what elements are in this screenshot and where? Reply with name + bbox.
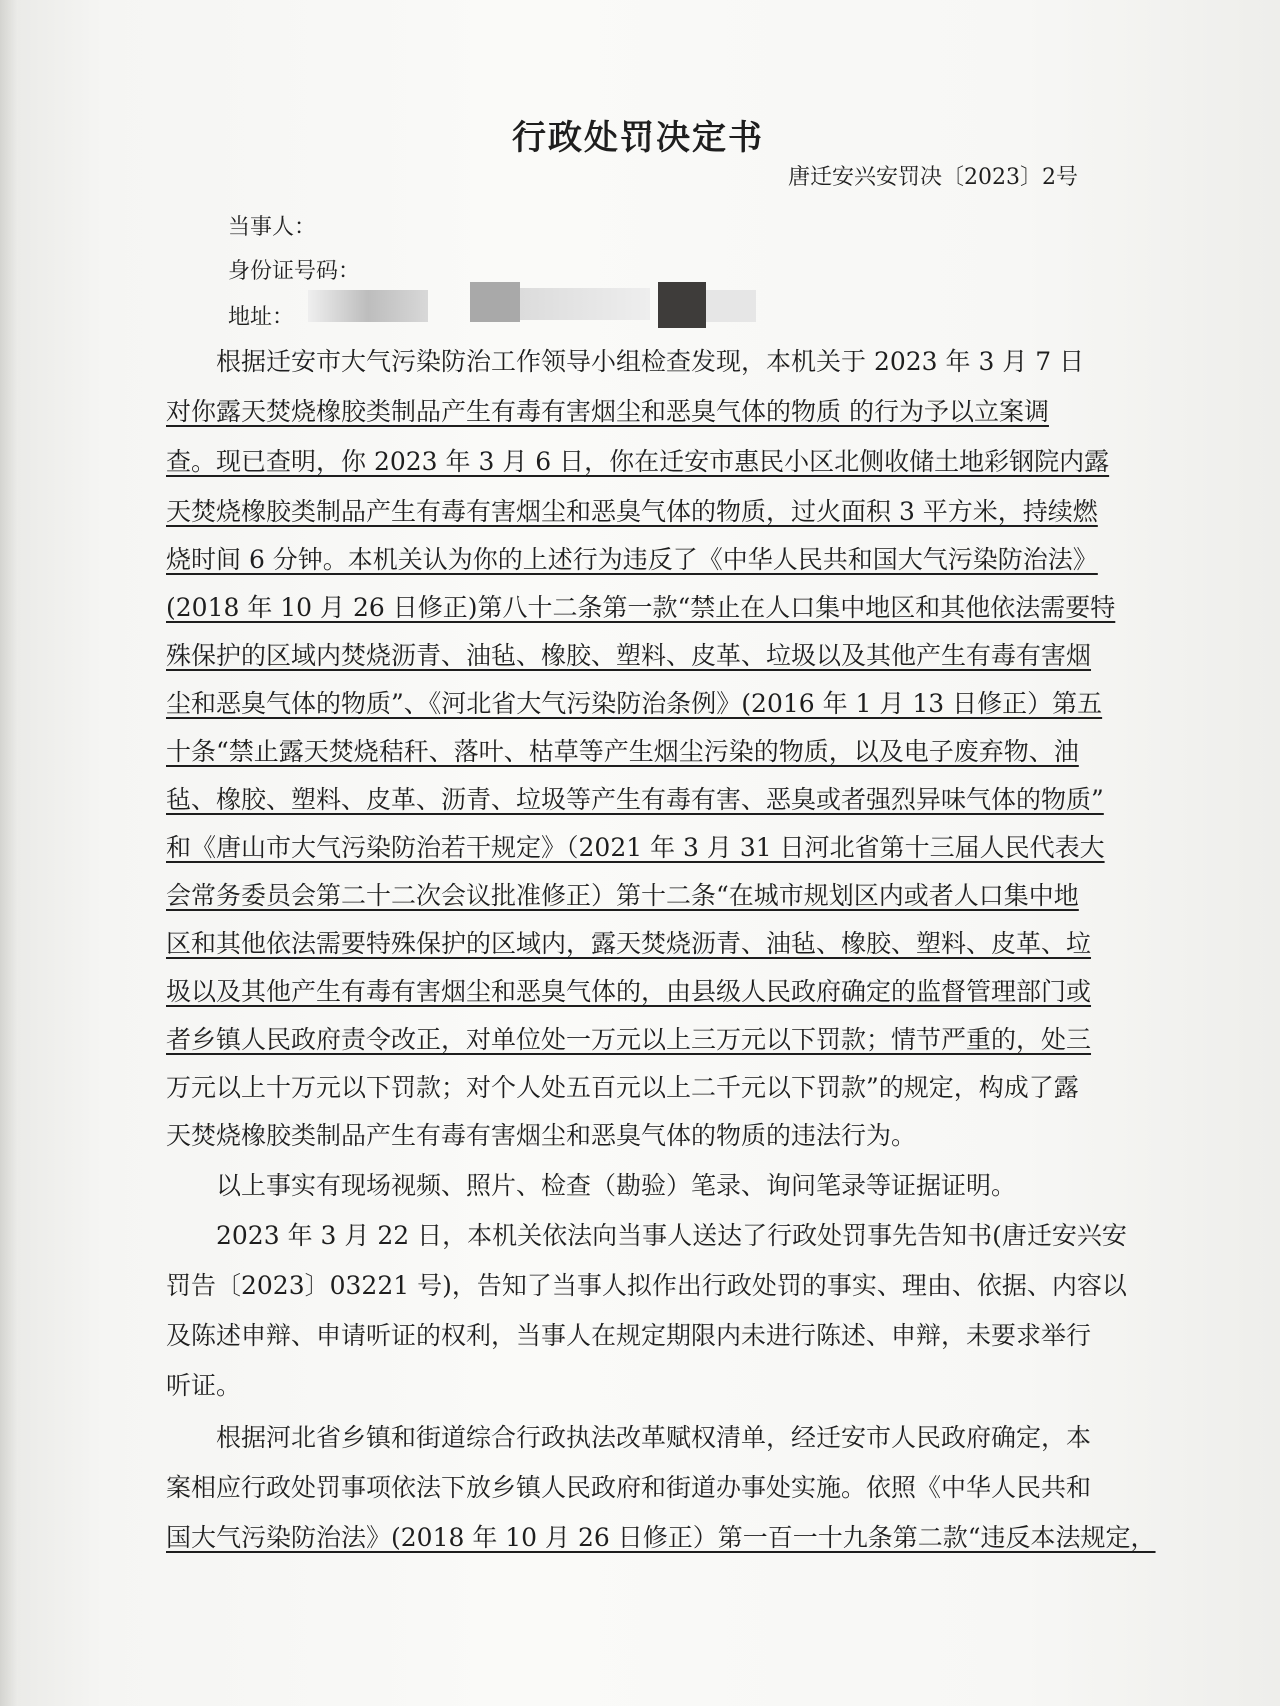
body-line: 烧时间 6 分钟。本机关认为你的上述行为违反了《中华人民共和国大气污染防治法》 (166, 545, 1098, 574)
redaction-blur (520, 288, 650, 320)
id-number-label: 身份证号码： (228, 259, 361, 284)
body-line: 以上事实有现场视频、照片、检查（勘验）笔录、询问笔录等证据证明。 (166, 1171, 1017, 1200)
document-number: 唐迁安兴安罚决〔2023〕2号 (788, 165, 1078, 190)
body-line: 国大气污染防治法》(2018 年 10 月 26 日修正）第一百一十九条第二款“违反本法规定， (166, 1523, 1156, 1552)
body-line: 区和其他依法需要特殊保护的区域内，露天焚烧沥青、油毡、橡胶、塑料、皮革、垃 (166, 929, 1092, 958)
body-line: 毡、橡胶、塑料、皮革、沥青、垃圾等产生有毒有害、恶臭或者强烈异味气体的物质” (166, 785, 1104, 814)
body-line: 根据河北省乡镇和街道综合行政执法改革赋权清单，经迁安市人民政府确定，本 (166, 1423, 1092, 1452)
body-line: 殊保护的区域内焚烧沥青、油毡、橡胶、塑料、皮革、垃圾以及其他产生有毒有害烟 (166, 641, 1092, 670)
party-label: 当事人： (228, 215, 317, 240)
redaction-blur (706, 290, 756, 322)
body-line: 尘和恶臭气体的物质”、《河北省大气污染防治条例》(2016 年 1 月 13 日修正）第五 (166, 689, 1103, 718)
body-line: 万元以上十万元以下罚款；对个人处五百元以上二千元以下罚款”的规定，构成了露 (166, 1073, 1079, 1102)
address-label: 地址： (228, 305, 295, 330)
document-title: 行政处罚决定书 (512, 118, 764, 158)
body-line: 和《唐山市大气污染防治若干规定》（2021 年 3 月 31 日河北省第十三届人民代表大 (166, 833, 1105, 862)
body-line: 罚告〔2023〕03221 号)，告知了当事人拟作出行政处罚的事实、理由、依据、内容以 (166, 1271, 1127, 1300)
body-line: (2018 年 10 月 26 日修正)第八十二条第一款“禁止在人口集中地区和其他依法需要特 (166, 593, 1116, 622)
body-line: 天焚烧橡胶类制品产生有毒有害烟尘和恶臭气体的物质的违法行为。 (166, 1121, 917, 1150)
body-line: 听证。 (166, 1371, 242, 1400)
body-line: 对你露天焚烧橡胶类制品产生有毒有害烟尘和恶臭气体的物质 的行为予以立案调 (166, 397, 1049, 426)
body-line: 查。现已查明，你 2023 年 3 月 6 日，你在迁安市惠民小区北侧收储土地彩钢院内露 (166, 447, 1110, 476)
body-line: 及陈述申辩、申请听证的权利，当事人在规定期限内未进行陈述、申辩，未要求举行 (166, 1321, 1092, 1350)
redaction-blur (658, 282, 706, 328)
redaction-blur (308, 290, 428, 322)
body-line: 案相应行政处罚事项依法下放乡镇人民政府和街道办事处实施。依照《中华人民共和 (166, 1473, 1092, 1502)
body-line: 十条“禁止露天焚烧秸秆、落叶、枯草等产生烟尘污染的物质，以及电子废弃物、油 (166, 737, 1079, 766)
body-line: 者乡镇人民政府责令改正，对单位处一万元以上三万元以下罚款；情节严重的，处三 (166, 1025, 1092, 1054)
body-line: 根据迁安市大气污染防治工作领导小组检查发现，本机关于 2023 年 3 月 7 日 (166, 347, 1085, 376)
redaction-blur (470, 282, 520, 322)
body-line: 2023 年 3 月 22 日，本机关依法向当事人送达了行政处罚事先告知书(唐迁安兴安 (166, 1221, 1127, 1250)
body-line: 圾以及其他产生有毒有害烟尘和恶臭气体的，由县级人民政府确定的监督管理部门或 (166, 977, 1092, 1006)
body-line: 天焚烧橡胶类制品产生有毒有害烟尘和恶臭气体的物质，过火面积 3 平方米，持续燃 (166, 497, 1098, 526)
body-line: 会常务委员会第二十二次会议批准修正）第十二条“在城市规划区内或者人口集中地 (166, 881, 1079, 910)
